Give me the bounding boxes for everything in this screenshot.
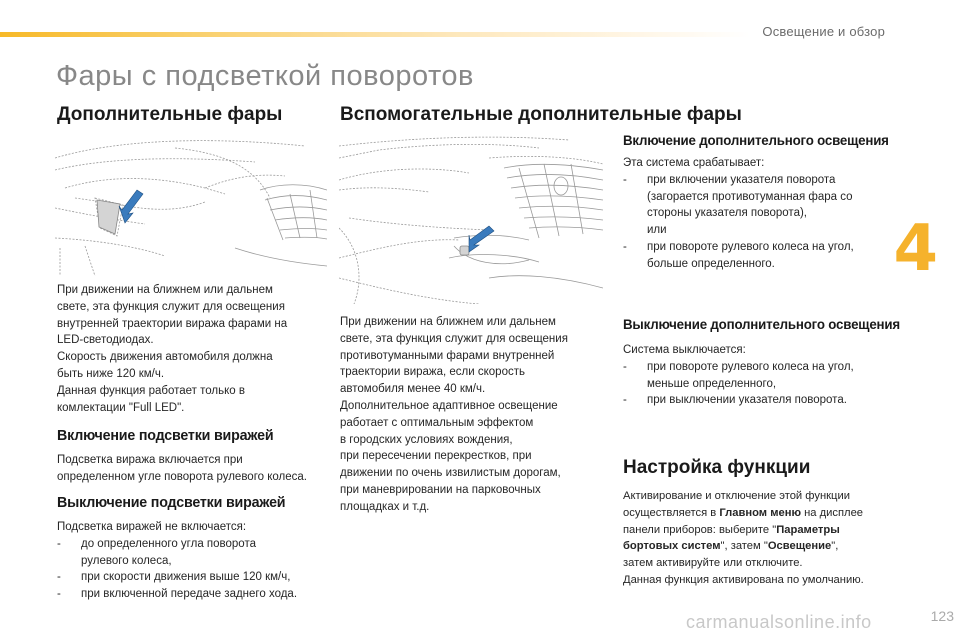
- chapter-number: 4: [893, 212, 938, 286]
- enable-cornering-text: [57, 452, 327, 486]
- headlight-illustration: [55, 128, 327, 276]
- list-item: - при повороте рулевого колеса на угол, больше определенного.: [623, 240, 854, 270]
- foglamp-illustration: [339, 128, 603, 304]
- middle-body-line: в городских условиях вождения,: [340, 433, 513, 446]
- middle-body-line: при маневрировании на парковочных: [340, 483, 541, 496]
- enable-aux-text: [623, 155, 893, 273]
- settings-heading: Настройка функции: [623, 457, 811, 478]
- settings-line: панели приборов: выберите "Параметры: [623, 523, 840, 536]
- middle-body-line: автомобиля менее 40 км/ч.: [340, 383, 486, 396]
- left-body-line: Скорость движения автомобиля должна: [57, 351, 273, 364]
- middle-body-line: движении по очень извилистым дорогам,: [340, 467, 561, 480]
- list-item: - при включенной передаче заднего хода.: [57, 588, 298, 601]
- enable-cornering-line: Подсветка виража включается при: [57, 454, 243, 466]
- middle-body-text: [340, 314, 604, 516]
- list-item: - при выключении указателя поворота.: [623, 394, 847, 407]
- list-item: - при скорости движения выше 120 км/ч,: [57, 571, 291, 584]
- middle-body-line: Дополнительное адаптивное освещение: [340, 399, 558, 412]
- left-body-line: внутренней траектории виража фарами на: [57, 317, 288, 330]
- header-accent-bar: [0, 32, 750, 37]
- enable-cornering-heading: Включение подсветки виражей: [57, 427, 274, 444]
- left-body-line: быть ниже 120 км/ч.: [57, 367, 165, 380]
- left-body-text: [57, 282, 327, 416]
- left-body-line: LED-светодиодах.: [57, 334, 154, 347]
- left-body-line: При движении на ближнем или дальнем: [57, 284, 273, 296]
- middle-body-line: траектории виража, если скорость: [340, 366, 525, 379]
- settings-text: Активирование и отключение этой функции осуществляется в Главном меню на дисплее панели приборов: выберите "Параметры бортовых систем", затем "Освещение", затем активируйте или отключите. Данная функция активирована по умолчанию.: [623, 488, 898, 589]
- disable-cornering-heading: Выключение подсветки виражей: [57, 494, 286, 511]
- page-title: Фары с подсветкой поворотов: [56, 60, 474, 92]
- left-body-line: свете, эта функция служит для освещения: [57, 300, 285, 313]
- vehicle-settings-label: Параметры: [776, 523, 840, 536]
- main-menu-label: Главном меню: [719, 506, 802, 519]
- list-item: - при повороте рулевого колеса на угол, меньше определенного,: [623, 360, 854, 390]
- disable-aux-text: [623, 342, 893, 409]
- left-body-line: Данная функция работает только в: [57, 384, 245, 397]
- enable-cornering-line: определенном угле поворота рулевого колеса.: [57, 470, 307, 483]
- middle-body-line: При движении на ближнем или дальнем: [340, 316, 556, 328]
- disable-aux-heading: Выключение дополнительного освещения: [623, 316, 900, 332]
- list-item: - при включении указателя поворота (загорается противотуманная фара со стороны указателя поворота), или: [623, 173, 853, 237]
- disable-cornering-text: [57, 519, 327, 603]
- middle-body-line: работает с оптимальным эффектом: [340, 416, 534, 429]
- middle-body-line: противотуманными фарами внутренней: [340, 349, 555, 362]
- middle-body-line: свете, эта функция служит для освещения: [340, 332, 568, 345]
- left-body-line: комлектации "Full LED".: [57, 401, 185, 414]
- enable-aux-intro: Эта система срабатывает:: [623, 157, 765, 169]
- disable-cornering-intro: Подсветка виражей не включается:: [57, 521, 247, 533]
- pointer-arrow-left: [119, 190, 143, 223]
- foglamp-drawing: [339, 128, 603, 304]
- middle-body-line: при пересечении перекрестков, при: [340, 450, 532, 463]
- page-number: 123: [930, 608, 954, 624]
- settings-line: осуществляется в Главном меню на дисплее: [623, 506, 864, 519]
- settings-line: бортовых систем", затем "Освещение",: [623, 540, 839, 553]
- headlight-drawing: [55, 128, 327, 276]
- lighting-label: Освещение: [767, 540, 832, 553]
- left-heading: Дополнительные фары: [57, 104, 283, 125]
- middle-body-line: площадках и т.д.: [340, 500, 430, 513]
- enable-aux-heading: Включение дополнительного освещения: [623, 132, 889, 148]
- watermark: carmanualsonline.info: [686, 612, 872, 632]
- middle-heading: Вспомогательные дополнительные фары: [340, 104, 742, 125]
- section-title: Освещение и обзор: [762, 24, 885, 39]
- list-item: - до определенного угла поворота рулевого колеса,: [57, 537, 256, 567]
- disable-aux-intro: Система выключается:: [623, 344, 746, 356]
